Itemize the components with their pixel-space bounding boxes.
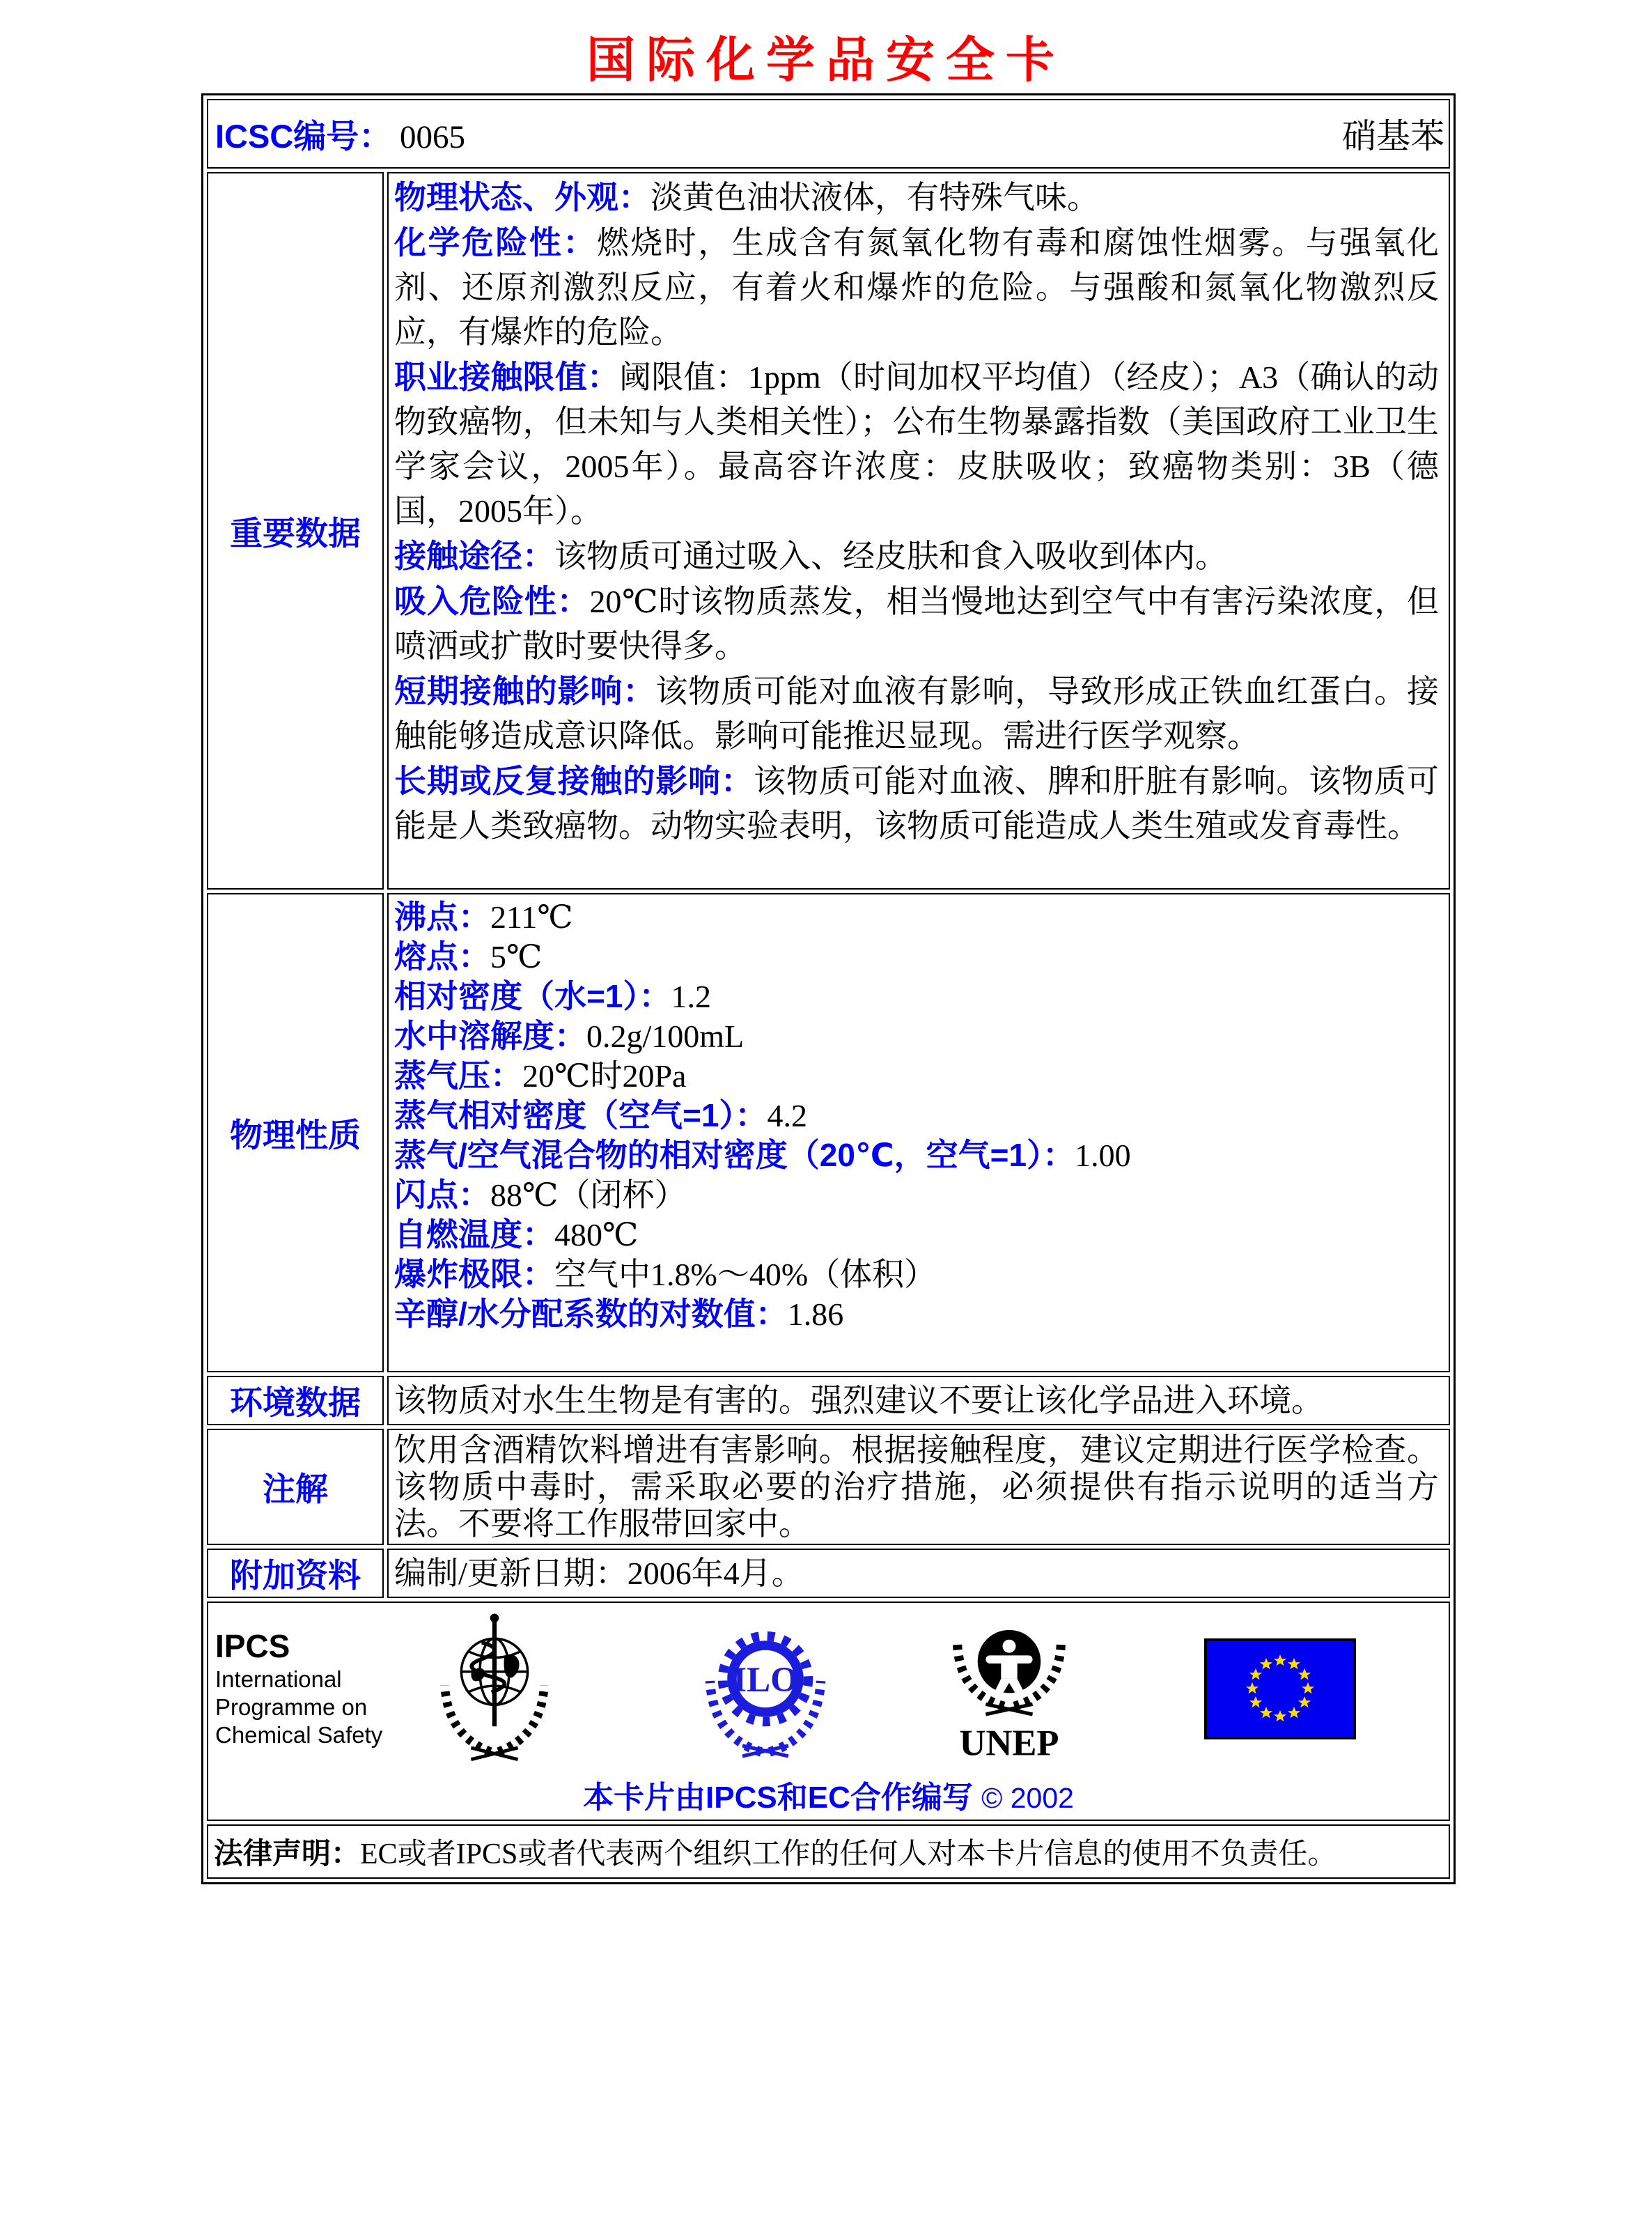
ilo-logo-text: ILO [733, 1660, 798, 1700]
ipcs-line-1: International [215, 1666, 342, 1692]
paragraph: 该物质对水生生物是有害的。强烈建议不要让该化学品进入环境。 [394, 1382, 1323, 1418]
paragraph: 辛醇/水分配系数的对数值：1.86 [394, 1296, 844, 1332]
unep-logo-text: UNEP [959, 1723, 1059, 1764]
icsc-number-value: 0065 [400, 118, 466, 155]
footer-caption [215, 1772, 1442, 1817]
section-content-additional-info [387, 1549, 1450, 1598]
paragraph: 相对密度（水=1）：1.2 [394, 978, 711, 1014]
notes-row [207, 1429, 1450, 1545]
paragraph: 爆炸极限：空气中1.8%～40%（体积） [394, 1256, 937, 1292]
paragraph: 蒸气压：20℃时20Pa [394, 1057, 687, 1094]
paragraph: 水中溶解度：0.2g/100mL [394, 1018, 745, 1054]
legal-row [207, 1824, 1450, 1879]
ipcs-text-block [215, 1607, 398, 1749]
paragraph: 职业接触限值：阈限值：1ppm（时间加权平均值）（经皮）；A3（确认的动物致癌物，但未知与人类相关性）；公布生物暴露指数（美国政府工业卫生学家会议，2005年）。最高容许浓度：皮肤吸收；致癌物类别：3B（德国，2005年）。 [394, 359, 1440, 529]
header-row [207, 99, 1450, 169]
paragraph: 自燃温度：480℃ [394, 1216, 639, 1253]
paragraph: 饮用含酒精饮料增进有害影响。根据接触程度，建议定期进行医学检查。该物质中毒时，需采取必要的治疗措施，必须提供有指示说明的适当方法。不要将工作服带回家中。 [394, 1432, 1439, 1542]
logos-row [207, 1602, 1450, 1821]
paragraph: 熔点：5℃ [394, 938, 543, 975]
icsc-number-label: ICSC编号： [215, 117, 392, 155]
page-title: 国际化学品安全卡 [586, 33, 1066, 87]
who-logo-icon [436, 1611, 553, 1767]
section-content-notes [387, 1429, 1450, 1545]
section-label-physical-properties: 物理性质 [207, 893, 384, 1372]
paragraph: 物理状态、外观：淡黄色油状液体，有特殊气味。 [394, 179, 1099, 215]
section-label-important-data: 重要数据 [207, 172, 384, 890]
paragraph: 编制/更新日期：2006年4月。 [394, 1555, 804, 1591]
section-label-environmental-data: 环境数据 [207, 1376, 384, 1425]
environmental-data-row [207, 1376, 1450, 1425]
section-label-notes: 注解 [207, 1429, 384, 1545]
physical-properties-row [207, 893, 1450, 1372]
unep-logo-icon [943, 1613, 1075, 1765]
paragraph: 化学危险性：燃烧时，生成含有氮氧化物有毒和腐蚀性烟雾。与强氧化剂、还原剂激烈反应，有着火和爆炸的危险。与强酸和氮氧化物激烈反应，有爆炸的危险。 [394, 224, 1440, 350]
section-label-additional-info: 附加资料 [207, 1549, 384, 1598]
ipcs-abbr: IPCS [215, 1628, 290, 1664]
paragraph: 沸点：211℃ [394, 899, 573, 935]
paragraph: 蒸气/空气混合物的相对密度（20℃，空气=1）：1.00 [394, 1137, 1131, 1173]
paragraph: 短期接触的影响：该物质可能对血液有影响，导致形成正铁血红蛋白。接触能够造成意识降低。影响可能推迟显现。需进行医学观察。 [394, 673, 1440, 754]
paragraph: 接触途径：该物质可通过吸入、经皮肤和食入吸收到体内。 [394, 538, 1227, 574]
important-data-row [207, 172, 1450, 890]
paragraph: 闪点：88℃（闭杯） [394, 1177, 687, 1213]
eu-flag-icon [1204, 1638, 1356, 1739]
legal-notice-text: EC或者IPCS或者代表两个组织工作的任何人对本卡片信息的使用不负责任。 [360, 1838, 1337, 1870]
logo-strip [215, 1607, 1442, 1771]
additional-info-row [207, 1549, 1450, 1598]
paragraph: 长期或反复接触的影响：该物质可能对血液、脾和肝脏有影响。该物质可能是人类致癌物。动物实验表明，该物质可能造成人类生殖或发育毒性。 [394, 763, 1440, 844]
ipcs-line-3: Chemical Safety [215, 1722, 383, 1748]
section-content-physical-properties [387, 893, 1450, 1372]
ilo-logo-icon [703, 1620, 828, 1758]
legal-notice-label: 法律声明： [214, 1837, 361, 1870]
chemical-name: 硝基苯 [1341, 117, 1444, 155]
paragraph: 蒸气相对密度（空气=1）：4.2 [394, 1097, 807, 1133]
icsc-card-table [201, 93, 1456, 1884]
section-content-environmental-data [387, 1376, 1450, 1425]
footer-caption-text: 本卡片由IPCS和EC合作编写 [583, 1781, 973, 1815]
footer-copyright: © 2002 [981, 1782, 1074, 1814]
paragraph: 吸入危险性：20℃时该物质蒸发，相当慢地达到空气中有害污染浓度，但喷洒或扩散时要快得多。 [394, 583, 1440, 664]
section-content-important-data [387, 172, 1450, 890]
ipcs-line-2: Programme on [215, 1694, 368, 1720]
icsc-number-group [215, 111, 465, 157]
